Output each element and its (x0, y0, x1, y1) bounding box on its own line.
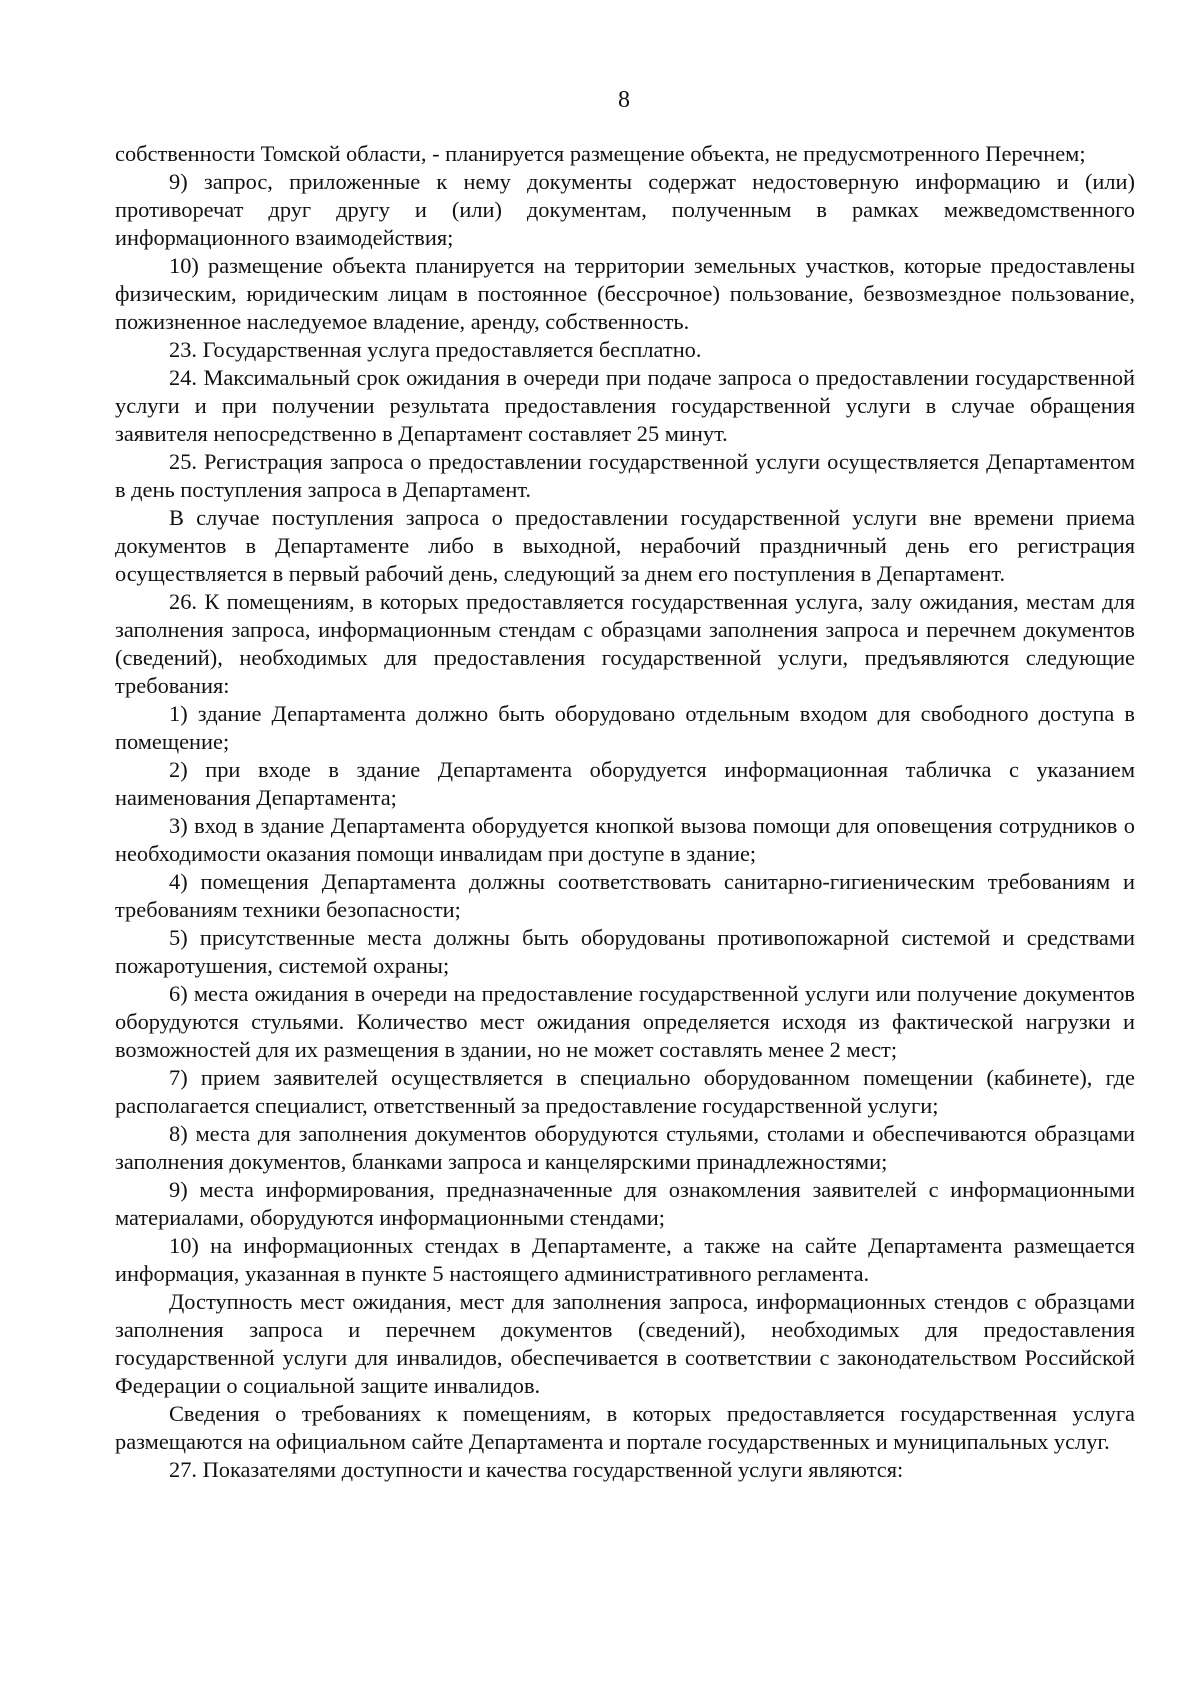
paragraph-26-item-1: 1) здание Департамента должно быть оборудовано отдельным входом для свободного доступа в помещение; (115, 701, 1135, 754)
paragraph-requirements-info: Сведения о требованиях к помещениям, в которых предоставляется государственная услуга размещаются на официальном сайте Департамента и портале государственных и муниципальных услуг. (115, 1401, 1135, 1454)
paragraph-accessibility: Доступность мест ожидания, мест для заполнения запроса, информационных стендов с образцами заполнения запроса и перечнем документов (сведений), необходимых для предоставления государственной услуги для инвалидов, обеспечивается в соответствии с законодательством Российской Федерации о социальной защите инвалидов. (115, 1289, 1135, 1398)
paragraph-26-item-7: 7) прием заявителей осуществляется в специально оборудованном помещении (кабинете), где располагается специалист, ответственный за предоставление государственной услуги; (115, 1065, 1135, 1118)
paragraph-26-item-5: 5) присутственные места должны быть оборудованы противопожарной системой и средствами пожаротушения, системой охраны; (115, 925, 1135, 978)
paragraph-26-item-8: 8) места для заполнения документов оборудуются стульями, столами и обеспечиваются образцами заполнения документов, бланками запроса и канцелярскими принадлежностями; (115, 1121, 1135, 1174)
paragraph-27: 27. Показателями доступности и качества государственной услуги являются: (169, 1457, 904, 1482)
page-number: 8 (618, 87, 630, 113)
paragraph-25: 25. Регистрация запроса о предоставлении государственной услуги осуществляется Департаментом в день поступления запроса в Департамент. (115, 449, 1135, 502)
paragraph-25-registration: В случае поступления запроса о предоставлении государственной услуги вне времени приема документов в Департаменте либо в выходной, нерабочий праздничный день его регистрация осуществляется в первый рабочий день, следующий за днем его поступления в Департамент. (115, 505, 1135, 586)
paragraph-26-item-10: 10) на информационных стендах в Департаменте, а также на сайте Департамента размещается информация, указанная в пункте 5 настоящего административного регламента. (115, 1233, 1135, 1286)
paragraph-26: 26. К помещениям, в которых предоставляется государственная услуга, залу ожидания, местам для заполнения запроса, информационным стендам с образцами заполнения запроса и перечнем документов (сведений), необходимых для предоставления государственной услуги, предъявляются следующие требования: (115, 589, 1135, 698)
paragraph-24: 24. Максимальный срок ожидания в очереди при подаче запроса о предоставлении государственной услуги и при получении результата предоставления государственной услуги в случае обращения заявителя непосредственно в Департамент составляет 25 минут. (115, 365, 1135, 446)
paragraph-item-10: 10) размещение объекта планируется на территории земельных участков, которые предоставлены физическим, юридическим лицам в постоянное (бессрочное) пользование, безвозмездное пользование, пожизненное наследуемое владение, аренду, собственность. (115, 253, 1135, 334)
document-body (115, 140, 1135, 1484)
paragraph-26-item-2: 2) при входе в здание Департамента оборудуется информационная табличка с указанием наименования Департамента; (115, 757, 1135, 810)
paragraph-26-item-4: 4) помещения Департамента должны соответствовать санитарно-гигиеническим требованиям и требованиям техники безопасности; (115, 869, 1135, 922)
paragraph-26-item-6: 6) места ожидания в очереди на предоставление государственной услуги или получение документов оборудуются стульями. Количество мест ожидания определяется исходя из фактической нагрузки и возможностей для их размещения в здании, но не может составлять менее 2 мест; (115, 981, 1135, 1062)
paragraph-26-item-9: 9) места информирования, предназначенные для ознакомления заявителей с информационными материалами, оборудуются информационными стендами; (115, 1177, 1135, 1230)
paragraph-continuation: собственности Томской области, - планируется размещение объекта, не предусмотренного Перечнем; (115, 141, 1086, 166)
paragraph-item-9: 9) запрос, приложенные к нему документы содержат недостоверную информацию и (или) противоречат друг другу и (или) документам, полученным в рамках межведомственного информационного взаимодействия; (115, 169, 1135, 250)
paragraph-26-item-3: 3) вход в здание Департамента оборудуется кнопкой вызова помощи для оповещения сотрудников о необходимости оказания помощи инвалидам при доступе в здание; (115, 813, 1135, 866)
paragraph-23: 23. Государственная услуга предоставляется бесплатно. (169, 337, 702, 362)
